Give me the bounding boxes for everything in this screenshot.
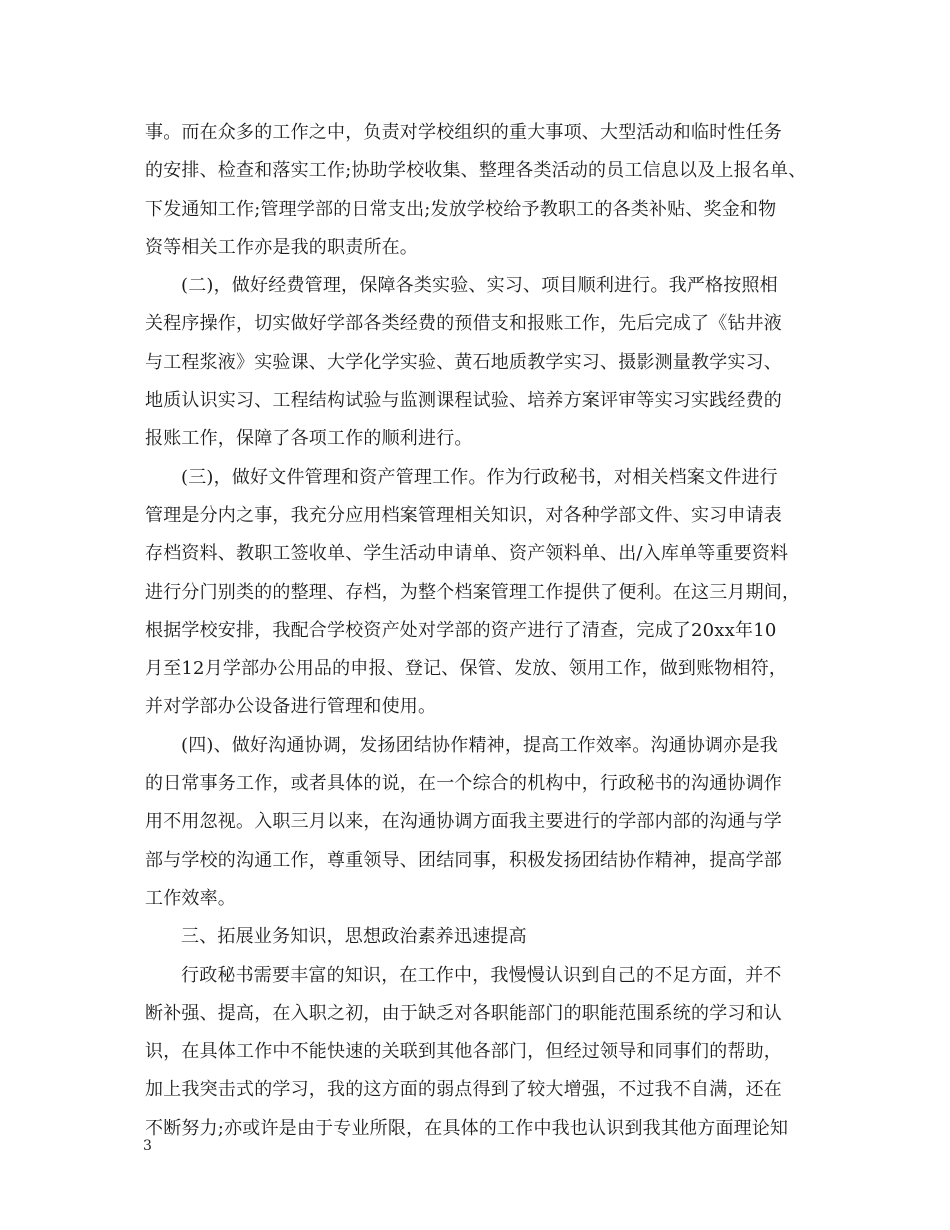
text-line: 资等相关工作亦是我的职责所在。 [145, 236, 418, 258]
text-line: 地质认识实习、工程结构试验与监测课程试验、培养方案评审等实习实践经费的 [145, 390, 782, 412]
paragraph-start-line: (二)，做好经费管理，保障各类实验、实习、项目顺利进行。我严格按照相 [181, 275, 778, 297]
text-line: 的日常事务工作，或者具体的说，在一个综合的机构中，行政秘书的沟通协调作 [145, 773, 782, 795]
text-line: 报账工作，保障了各项工作的顺利进行。 [145, 428, 473, 450]
text-line: 工作效率。 [145, 887, 236, 909]
text-line: 不断努力;亦或许是由于专业所限，在具体的工作中我也认识到我其他方面理论知 [145, 1117, 789, 1139]
text-line: 管理是分内之事，我充分应用档案管理相关知识，对各种学部文件、实习申请表 [145, 504, 782, 526]
text-line: 根据学校安排，我配合学校资产处对学部的资产进行了清查，完成了20xx年10 [145, 619, 777, 641]
text-line: 关程序操作，切实做好学部各类经费的预借支和报账工作，先后完成了《钻井液 [145, 313, 782, 335]
text-line: 与工程浆液》实验课、大学化学实验、黄石地质教学实习、摄影测量教学实习、 [145, 351, 782, 373]
text-line: 并对学部办公设备进行管理和使用。 [145, 696, 437, 718]
document-body [145, 114, 810, 1148]
paragraph-start-line: (四)、做好沟通协调，发扬团结协作精神，提高工作效率。沟通协调亦是我 [181, 734, 778, 756]
text-line: 下发通知工作;管理学部的日常支出;发放学校给予教职工的各类补贴、奖金和物 [145, 198, 777, 220]
text-line: 事。而在众多的工作之中，负责对学校组织的重大事项、大型活动和临时性任务 [145, 122, 782, 143]
page-number: 3 [143, 1138, 152, 1154]
paragraph-start-line: 行政秘书需要丰富的知识，在工作中，我慢慢认识到自己的不足方面，并不 [181, 964, 782, 986]
paragraph-start-line: (三)，做好文件管理和资产管理工作。作为行政秘书，对相关档案文件进行 [181, 466, 778, 488]
text-line: 进行分门别类的的整理、存档，为整个档案管理工作提供了便利。在这三月期间， [145, 581, 801, 603]
text-line: 存档资料、教职工签收单、学生活动申请单、资产领料单、出/入库单等重要资料 [145, 543, 789, 565]
text-line: 月至12月学部办公用品的申报、登记、保管、发放、领用工作，做到账物相符， [145, 658, 788, 680]
text-line: 的安排、检查和落实工作;协助学校收集、整理各类活动的员工信息以及上报名单、 [145, 160, 807, 182]
section-heading: 三、拓展业务知识，思想政治素养迅速提高 [181, 926, 527, 948]
text-line: 部与学校的沟通工作，尊重领导、团结同事，积极发扬团结协作精神，提高学部 [145, 849, 782, 871]
text-line: 加上我突击式的学习，我的这方面的弱点得到了较大增强，不过我不自满，还在 [145, 1079, 782, 1101]
text-line: 用不用忽视。入职三月以来，在沟通协调方面我主要进行的学部内部的沟通与学 [145, 811, 782, 833]
text-line: 断补强、提高，在入职之初，由于缺乏对各职能部门的职能范围系统的学习和认 [145, 1002, 782, 1024]
text-line: 识，在具体工作中不能快速的关联到其他各部门，但经过领导和同事们的帮助， [145, 1041, 782, 1063]
